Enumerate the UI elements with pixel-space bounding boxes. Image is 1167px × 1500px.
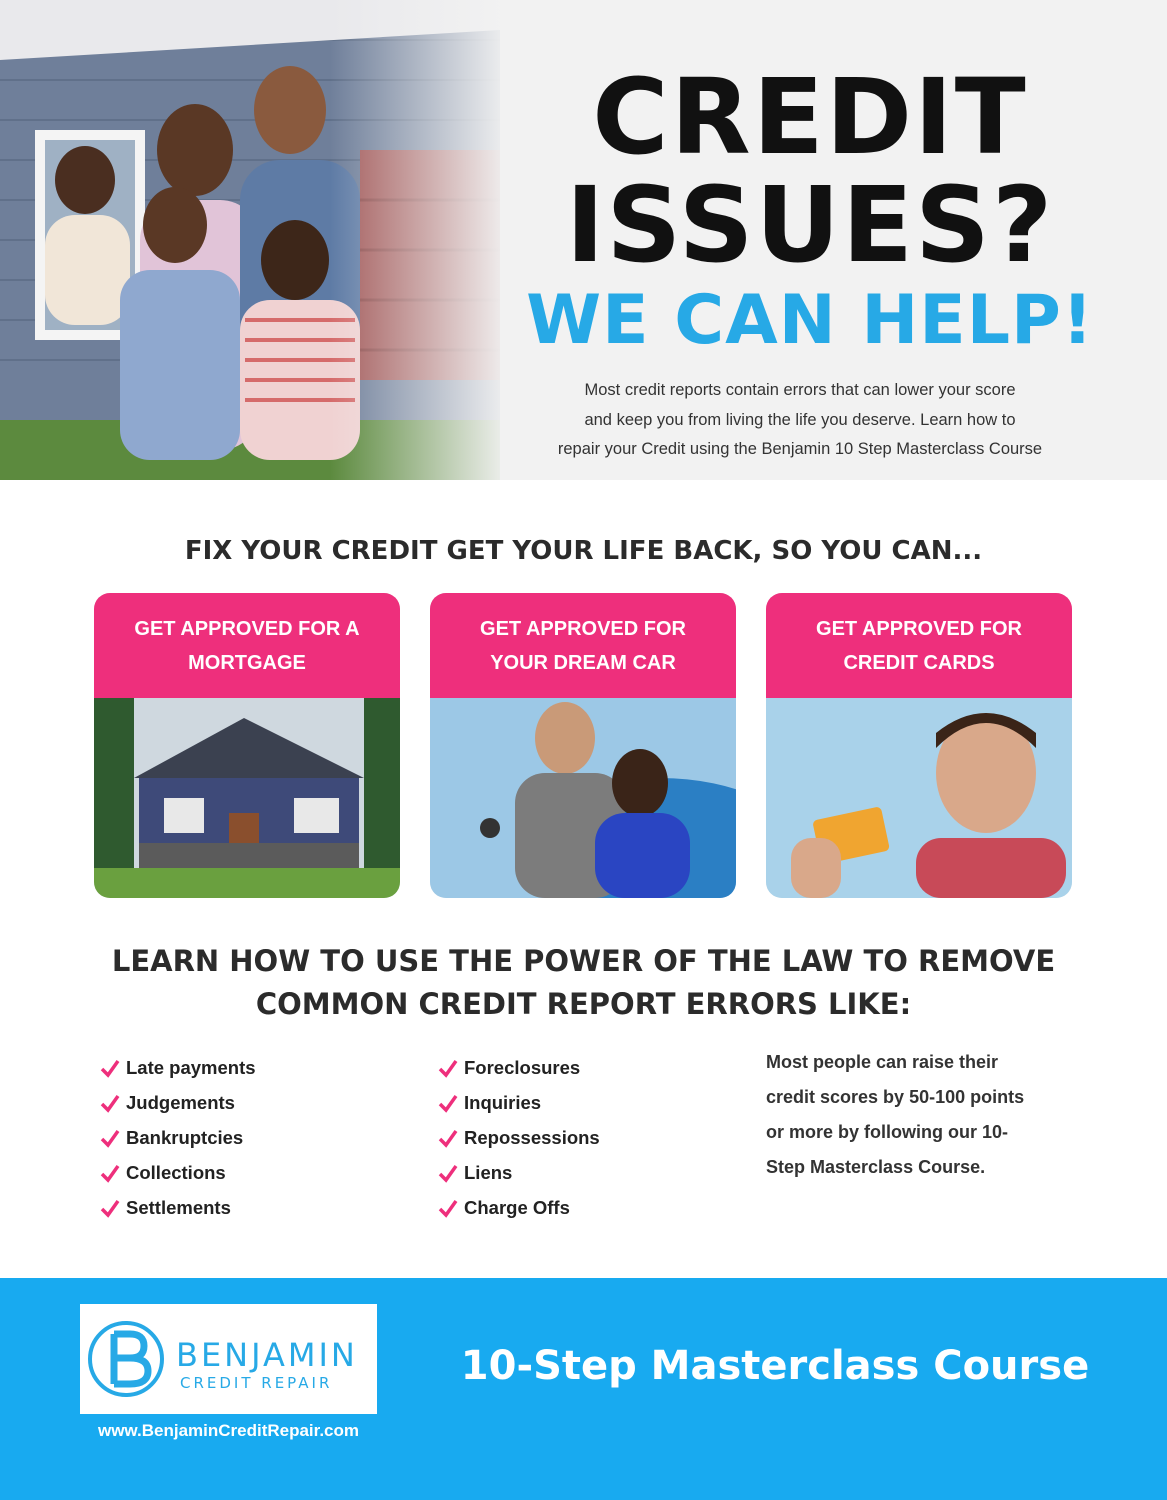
list-item-label: Liens [464,1162,513,1183]
note-line: credit scores by 50-100 points [766,1087,1025,1107]
errors-heading-line1: LEARN HOW TO USE THE POWER OF THE LAW TO REMOVE [111,944,1056,978]
card-title: GET APPROVED FOR A MORTGAGE [134,617,360,674]
list-item-label: Charge Offs [464,1197,570,1218]
errors-heading [0,940,1167,1026]
list-item [100,1190,256,1225]
note-line: Step Masterclass Course. [766,1157,986,1177]
check-icon [100,1163,120,1183]
card-title: GET APPROVED FOR YOUR DREAM CAR [480,617,686,674]
house-photo [94,698,400,898]
hero-body [515,376,1085,465]
hero-fade [330,0,510,480]
credit-card-card [766,593,1072,898]
list-item [100,1155,256,1190]
check-icon [100,1058,120,1078]
card-header [94,593,400,698]
hero-title-line1: CREDIT [592,56,1028,178]
logo [80,1304,377,1414]
hero-tagline: WE CAN HELP! [526,281,1094,360]
footer-title: 10-Step Masterclass Course [460,1343,1090,1389]
list-item [100,1050,256,1085]
check-icon [438,1198,458,1218]
list-item-label: Settlements [126,1197,231,1218]
card-title: GET APPROVED FOR CREDIT CARDS [816,617,1022,674]
card-header [430,593,736,698]
list-item-label: Inquiries [464,1092,542,1113]
errors-list-2 [438,1050,600,1225]
list-item [438,1120,600,1155]
list-item [100,1120,256,1155]
list-item-label: Repossessions [464,1127,600,1148]
note-line: or more by following our 10- [766,1122,1009,1142]
note-line: Most people can raise their [766,1052,999,1072]
hero-body-line: Most credit reports contain errors that can lower your score [584,381,1016,399]
mortgage-card [94,593,400,898]
hero-body-line: repair your Credit using the Benjamin 10 Step Masterclass Course [557,440,1043,458]
check-icon [438,1163,458,1183]
check-icon [438,1058,458,1078]
list-item-label: Late payments [126,1057,256,1078]
list-item [438,1085,600,1120]
card-header [766,593,1072,698]
list-item-label: Judgements [126,1092,235,1113]
score-note [766,1045,1066,1185]
list-item [438,1050,600,1085]
list-item [438,1155,600,1190]
list-item-label: Collections [126,1162,226,1183]
hero-title-line2: ISSUES? [565,164,1055,286]
logo-name: BENJAMIN [176,1336,358,1374]
check-icon [100,1093,120,1113]
errors-list-1 [100,1050,256,1225]
check-icon [100,1128,120,1148]
benefits-heading: FIX YOUR CREDIT GET YOUR LIFE BACK, SO YOU CAN... [184,536,983,566]
check-icon [438,1093,458,1113]
list-item [100,1085,256,1120]
man-credit-card-photo [766,698,1072,898]
list-item [438,1190,600,1225]
couple-car-photo [430,698,736,898]
check-icon [438,1128,458,1148]
list-item-label: Bankruptcies [126,1127,244,1148]
car-card [430,593,736,898]
list-item-label: Foreclosures [464,1057,581,1078]
benjamin-logo-icon [80,1304,377,1414]
website-link[interactable]: www.BenjaminCreditRepair.com [97,1421,360,1440]
errors-heading-line2: COMMON CREDIT REPORT ERRORS LIKE: [255,987,912,1021]
check-icon [100,1198,120,1218]
hero-body-line: and keep you from living the life you deserve. Learn how to [584,410,1016,429]
logo-sub: CREDIT REPAIR [180,1374,333,1392]
